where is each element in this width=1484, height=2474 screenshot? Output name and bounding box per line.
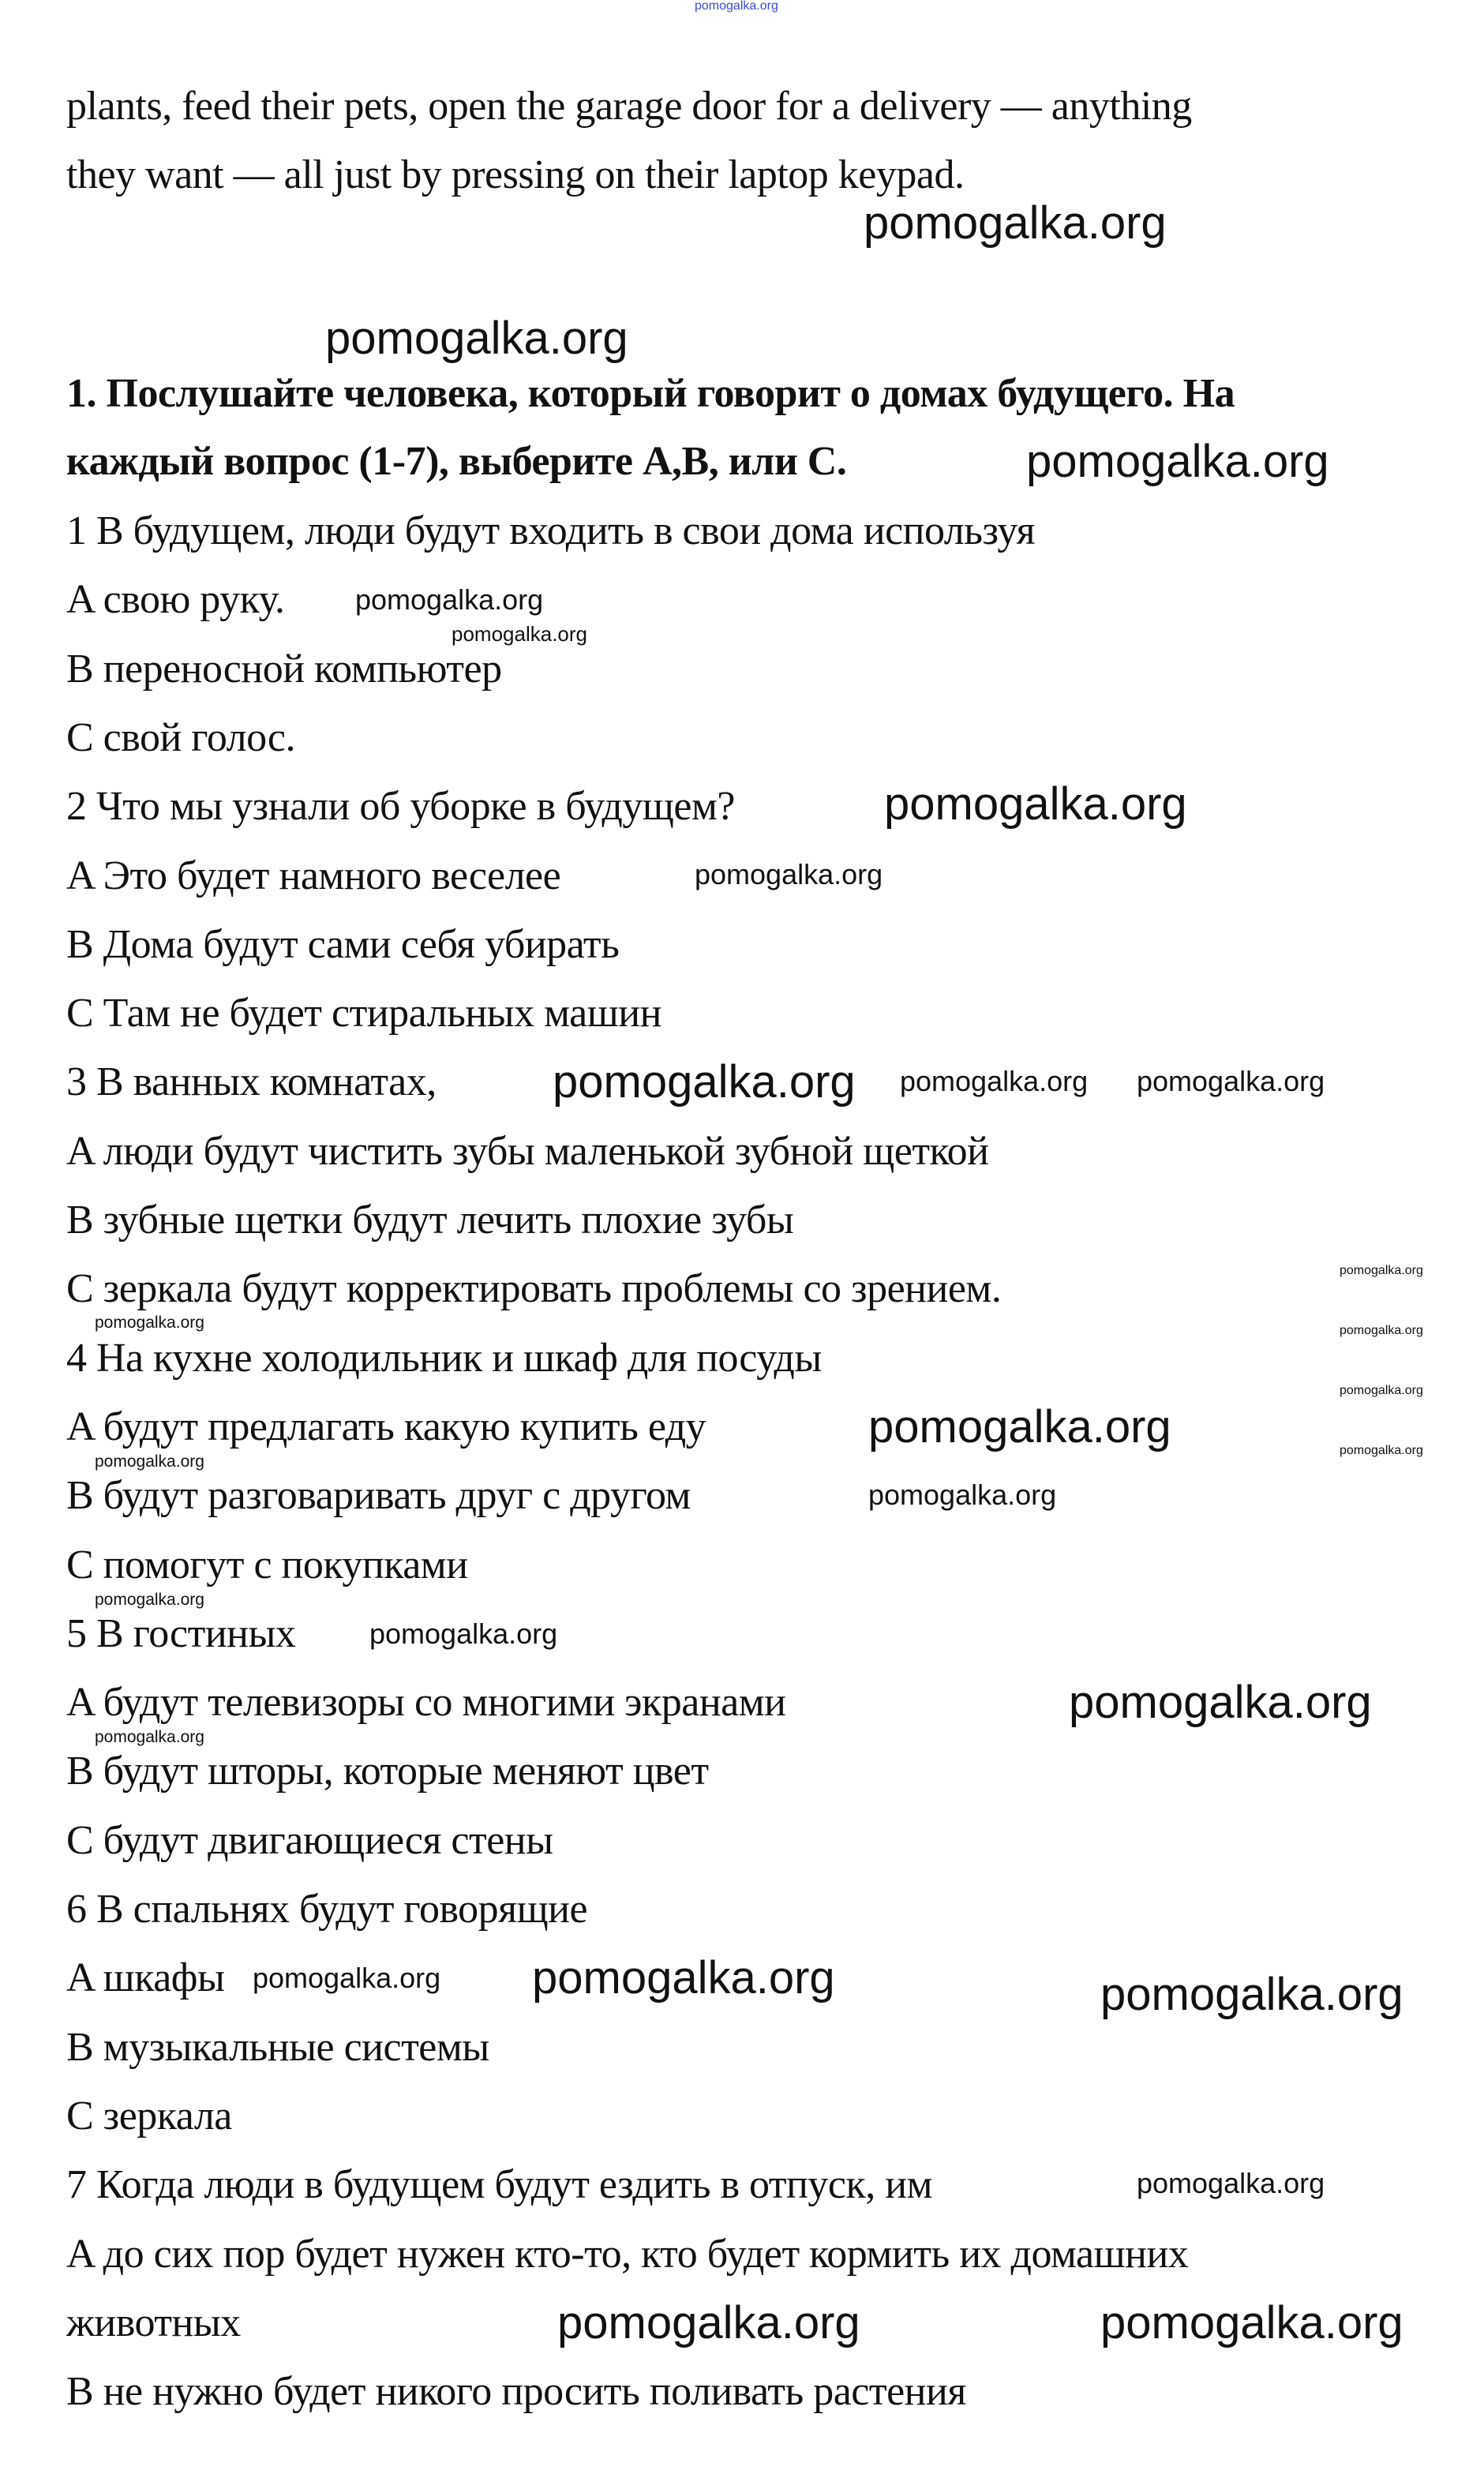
watermark: pomogalka.org xyxy=(695,858,883,890)
answer-option: C помогут с покупками xyxy=(66,1542,468,1587)
watermark: pomogalka.org xyxy=(1340,1384,1423,1397)
watermark: pomogalka.org xyxy=(355,583,544,616)
answer-option: животных xyxy=(66,2300,241,2345)
watermark: pomogalka.org xyxy=(553,1056,856,1108)
watermark: pomogalka.org xyxy=(1340,1444,1423,1457)
answer-option: A будут предлагать какую купить еду xyxy=(66,1404,706,1449)
watermark: pomogalka.org xyxy=(532,1952,835,2004)
question-line: 7 Когда люди в будущем будут ездить в отпуск, им xyxy=(66,2162,932,2208)
question-line: 1 В будущем, люди будут входить в свои дома используя xyxy=(66,508,1036,553)
question-line: 3 В ванных комнатах, xyxy=(66,1059,437,1105)
watermark: pomogalka.org xyxy=(1137,1065,1325,1097)
task-heading: 1. Послушайте человека, который говорит о домах будущего. На xyxy=(66,371,1235,416)
answer-option: C Там не будет стиральных машин xyxy=(66,991,661,1036)
question-line: 6 В спальнях будут говорящие xyxy=(66,1887,588,1932)
answer-option: B зубные щетки будут лечить плохие зубы xyxy=(66,1198,794,1243)
answer-option: B переносной компьютер xyxy=(66,646,502,692)
answer-option: A до сих пор будет нужен кто-то, кто будет кормить их домашних xyxy=(66,2231,1189,2277)
watermark: pomogalka.org xyxy=(864,197,1167,249)
watermark: pomogalka.org xyxy=(452,622,587,646)
question-line: 4 На кухне холодильник и шкаф для посуды xyxy=(66,1335,822,1381)
task-heading: каждый вопрос (1-7), выберите A,B, или C. xyxy=(66,439,847,484)
watermark: pomogalka.org xyxy=(95,1453,204,1471)
watermark: pomogalka.org xyxy=(900,1065,1089,1097)
question-line: 5 В гостиных xyxy=(66,1610,296,1656)
answer-option: A будут телевизоры со многими экранами xyxy=(66,1680,786,1726)
watermark: pomogalka.org xyxy=(1026,436,1329,487)
answer-option: C свой голос. xyxy=(66,714,295,760)
watermark: pomogalka.org xyxy=(1069,1677,1372,1728)
watermark: pomogalka.org xyxy=(95,1728,204,1746)
watermark: pomogalka.org xyxy=(1340,1264,1423,1277)
intro-line: they want — all just by pressing on their laptop keypad. xyxy=(66,152,965,197)
answer-option: B музыкальные системы xyxy=(66,2024,489,2070)
watermark: pomogalka.org xyxy=(1100,2297,1403,2348)
answer-option: B Дома будут сами себя убирать xyxy=(66,921,620,967)
answer-option: B будут разговаривать друг с другом xyxy=(66,1473,691,1519)
answer-option: C будут двигающиеся стены xyxy=(66,1817,553,1863)
watermark: pomogalka.org xyxy=(253,1962,441,1994)
answer-option: B будут шторы, которые меняют цвет xyxy=(66,1749,709,1794)
question-line: 2 Что мы узнали об уборке в будущем? xyxy=(66,784,735,830)
answer-option: A люди будут чистить зубы маленькой зубной щеткой xyxy=(66,1128,989,1174)
watermark: pomogalka.org xyxy=(868,1401,1171,1453)
intro-line: plants, feed their pets, open the garage door for a delivery — anything xyxy=(66,84,1192,129)
watermark: pomogalka.org xyxy=(95,1314,204,1332)
watermark: pomogalka.org xyxy=(1137,2167,1325,2199)
watermark: pomogalka.org xyxy=(884,778,1187,830)
watermark: pomogalka.org xyxy=(95,1591,204,1609)
answer-option: A свою руку. xyxy=(66,577,285,623)
watermark-top: pomogalka.org xyxy=(695,0,778,13)
watermark: pomogalka.org xyxy=(369,1617,558,1650)
watermark: pomogalka.org xyxy=(557,2297,860,2348)
answer-option: A шкафы xyxy=(66,1955,225,2001)
watermark: pomogalka.org xyxy=(1100,1969,1403,2020)
answer-option: C зеркала будут корректировать проблемы со зрением. xyxy=(66,1266,1002,1312)
answer-option: B не нужно будет никого просить поливать растения xyxy=(66,2369,966,2415)
watermark: pomogalka.org xyxy=(1340,1324,1423,1337)
answer-option: C зеркала xyxy=(66,2093,232,2139)
watermark: pomogalka.org xyxy=(325,313,628,364)
watermark: pomogalka.org xyxy=(868,1479,1057,1511)
answer-option: A Это будет намного веселее xyxy=(66,853,561,898)
